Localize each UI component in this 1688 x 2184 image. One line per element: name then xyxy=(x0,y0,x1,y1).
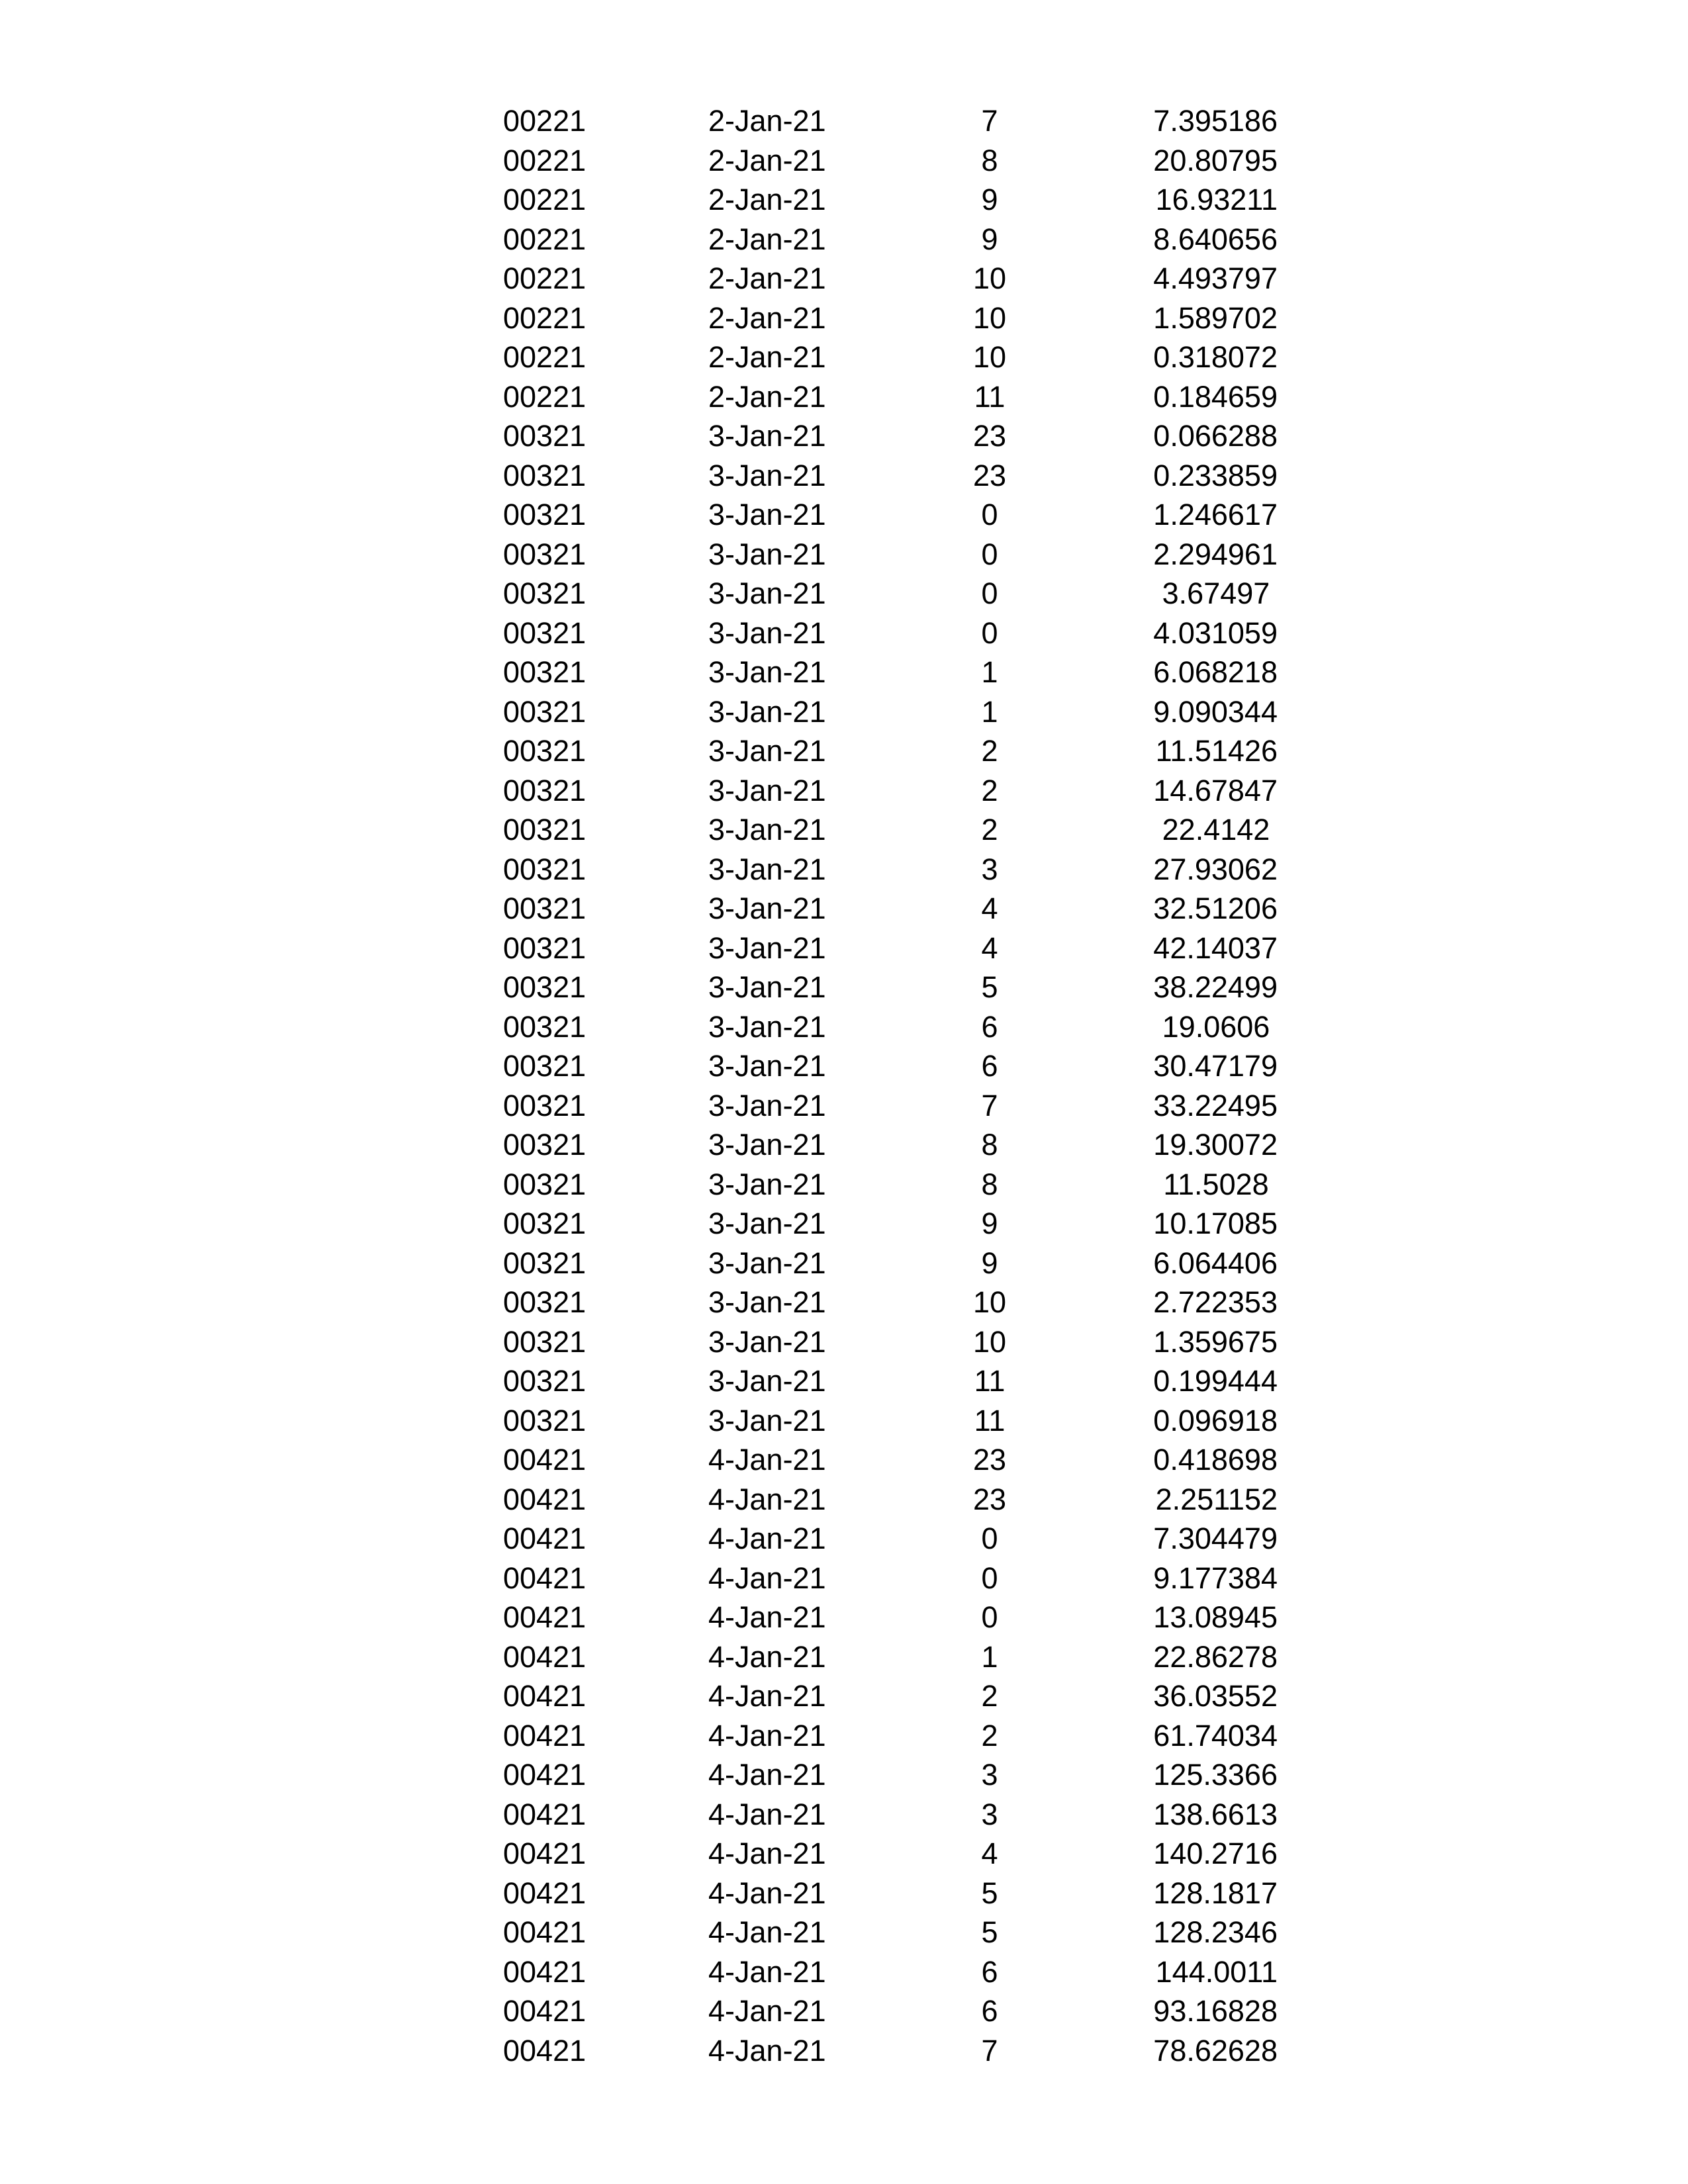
row-id-cell: 00321 xyxy=(503,1285,586,1319)
row-date-cell: 3-Jan-21 xyxy=(708,891,826,925)
row-date-cell: 4-Jan-21 xyxy=(708,1639,826,1674)
table-row xyxy=(0,850,1688,889)
table-row xyxy=(0,1401,1688,1441)
row-hour-cell: 2 xyxy=(981,1718,998,1752)
row-value-cell: 30.47179 xyxy=(1153,1049,1278,1083)
row-id-cell: 00321 xyxy=(503,1009,586,1044)
row-hour-cell: 4 xyxy=(981,1837,998,1870)
row-value-cell: 16.93211 xyxy=(1155,183,1278,216)
row-value-cell: 2.294961 xyxy=(1153,537,1278,571)
table-row xyxy=(0,141,1688,181)
row-hour-cell: 2 xyxy=(981,734,998,768)
row-value-cell: 22.86278 xyxy=(1153,1639,1278,1674)
table-row xyxy=(0,1834,1688,1874)
row-id-cell: 00321 xyxy=(503,537,586,571)
row-hour-cell: 23 xyxy=(972,419,1007,453)
row-hour-cell: 0 xyxy=(981,1561,998,1595)
row-value-cell: 0.418698 xyxy=(1153,1443,1278,1477)
row-id-cell: 00321 xyxy=(503,1206,586,1240)
row-value-cell: 2.251152 xyxy=(1155,1482,1278,1516)
row-value-cell: 144.0011 xyxy=(1155,1954,1278,1989)
row-value-cell: 13.08945 xyxy=(1153,1600,1278,1634)
row-hour-cell: 10 xyxy=(972,300,1007,335)
row-hour-cell: 0 xyxy=(981,576,998,610)
row-id-cell: 00321 xyxy=(503,655,586,689)
table-row xyxy=(0,771,1688,811)
table-row xyxy=(0,1046,1688,1086)
table-row xyxy=(0,1991,1688,2031)
row-date-cell: 3-Jan-21 xyxy=(708,773,826,807)
row-date-cell: 3-Jan-21 xyxy=(708,1088,826,1122)
row-id-cell: 00221 xyxy=(503,379,586,414)
row-hour-cell: 2 xyxy=(981,773,998,807)
row-date-cell: 4-Jan-21 xyxy=(708,1797,826,1831)
row-value-cell: 2.722353 xyxy=(1153,1285,1278,1319)
row-value-cell: 7.304479 xyxy=(1153,1522,1278,1555)
table-row xyxy=(0,1086,1688,1126)
row-date-cell: 3-Jan-21 xyxy=(708,419,826,453)
row-id-cell: 00321 xyxy=(503,1246,586,1280)
row-date-cell: 4-Jan-21 xyxy=(708,1758,826,1792)
row-date-cell: 2-Jan-21 xyxy=(708,222,826,256)
row-id-cell: 00421 xyxy=(503,1561,586,1595)
row-hour-cell: 9 xyxy=(981,1206,998,1240)
row-id-cell: 00421 xyxy=(503,1639,586,1674)
table-row xyxy=(0,1519,1688,1559)
row-id-cell: 00421 xyxy=(503,1876,586,1910)
table-row xyxy=(0,1322,1688,1362)
table-row xyxy=(0,574,1688,614)
row-hour-cell: 11 xyxy=(974,1364,1006,1398)
row-id-cell: 00321 xyxy=(503,970,586,1004)
table-row xyxy=(0,259,1688,298)
row-hour-cell: 1 xyxy=(981,694,998,729)
table-row xyxy=(0,456,1688,496)
row-id-cell: 00421 xyxy=(503,2033,586,2068)
row-hour-cell: 6 xyxy=(981,1009,998,1044)
table-row xyxy=(0,1716,1688,1756)
row-hour-cell: 23 xyxy=(972,458,1007,492)
table-row xyxy=(0,220,1688,259)
row-value-cell: 125.3366 xyxy=(1153,1758,1278,1792)
table-row xyxy=(0,929,1688,968)
row-id-cell: 00321 xyxy=(503,1324,586,1359)
row-id-cell: 00321 xyxy=(503,891,586,925)
table-row xyxy=(0,653,1688,692)
row-id-cell: 00321 xyxy=(503,1128,586,1161)
table-row xyxy=(0,2031,1688,2071)
row-hour-cell: 11 xyxy=(974,379,1006,414)
table-row xyxy=(0,1440,1688,1480)
row-date-cell: 3-Jan-21 xyxy=(708,576,826,610)
table-row xyxy=(0,377,1688,417)
row-id-cell: 00321 xyxy=(503,1403,586,1437)
row-value-cell: 0.199444 xyxy=(1153,1364,1278,1398)
table-row xyxy=(0,1165,1688,1205)
row-id-cell: 00321 xyxy=(503,498,586,531)
table-row xyxy=(0,1598,1688,1637)
row-value-cell: 6.068218 xyxy=(1153,655,1278,689)
table-row xyxy=(0,810,1688,850)
row-id-cell: 00221 xyxy=(503,222,586,256)
table-row xyxy=(0,1676,1688,1716)
row-date-cell: 3-Jan-21 xyxy=(708,813,826,846)
row-hour-cell: 10 xyxy=(972,1285,1007,1319)
row-value-cell: 1.359675 xyxy=(1153,1324,1278,1359)
row-date-cell: 4-Jan-21 xyxy=(708,1522,826,1555)
row-hour-cell: 8 xyxy=(981,143,998,177)
row-value-cell: 78.62628 xyxy=(1153,2033,1278,2068)
row-value-cell: 42.14037 xyxy=(1153,931,1278,965)
row-value-cell: 140.2716 xyxy=(1153,1837,1278,1870)
row-value-cell: 8.640656 xyxy=(1153,222,1278,256)
row-date-cell: 3-Jan-21 xyxy=(708,852,826,886)
table-row xyxy=(0,968,1688,1007)
row-id-cell: 00421 xyxy=(503,1837,586,1870)
row-hour-cell: 9 xyxy=(981,1246,998,1280)
row-hour-cell: 0 xyxy=(981,615,998,650)
row-hour-cell: 9 xyxy=(981,222,998,256)
row-hour-cell: 5 xyxy=(981,1915,998,1949)
row-hour-cell: 2 xyxy=(981,1679,998,1713)
table-row xyxy=(0,1874,1688,1913)
row-date-cell: 4-Jan-21 xyxy=(708,1443,826,1477)
row-date-cell: 4-Jan-21 xyxy=(708,1837,826,1870)
table-row xyxy=(0,1204,1688,1244)
table-row xyxy=(0,180,1688,220)
row-date-cell: 3-Jan-21 xyxy=(708,1167,826,1201)
row-date-cell: 3-Jan-21 xyxy=(708,615,826,650)
row-value-cell: 9.177384 xyxy=(1153,1561,1278,1595)
table-row xyxy=(0,101,1688,141)
table-row xyxy=(0,1795,1688,1835)
row-date-cell: 2-Jan-21 xyxy=(708,340,826,374)
row-date-cell: 4-Jan-21 xyxy=(708,2033,826,2068)
row-value-cell: 4.031059 xyxy=(1153,615,1278,650)
table-row xyxy=(0,1361,1688,1401)
table-row xyxy=(0,535,1688,574)
row-id-cell: 00221 xyxy=(503,143,586,177)
row-date-cell: 3-Jan-21 xyxy=(708,537,826,571)
row-value-cell: 128.1817 xyxy=(1153,1876,1278,1910)
row-id-cell: 00421 xyxy=(503,1443,586,1477)
table-row xyxy=(0,1480,1688,1520)
table-row xyxy=(0,1913,1688,1952)
row-date-cell: 3-Jan-21 xyxy=(708,655,826,689)
row-value-cell: 0.233859 xyxy=(1153,458,1278,492)
row-hour-cell: 3 xyxy=(981,1797,998,1831)
row-value-cell: 3.67497 xyxy=(1162,576,1270,610)
row-hour-cell: 0 xyxy=(981,537,998,571)
row-date-cell: 3-Jan-21 xyxy=(708,931,826,965)
table-row xyxy=(0,731,1688,771)
row-hour-cell: 4 xyxy=(981,931,998,965)
row-hour-cell: 3 xyxy=(981,1758,998,1792)
table-row xyxy=(0,889,1688,929)
table-row xyxy=(0,416,1688,456)
row-date-cell: 3-Jan-21 xyxy=(708,734,826,768)
row-hour-cell: 0 xyxy=(981,1600,998,1634)
row-date-cell: 4-Jan-21 xyxy=(708,1718,826,1752)
row-hour-cell: 7 xyxy=(981,104,998,138)
row-id-cell: 00221 xyxy=(503,340,586,374)
row-date-cell: 3-Jan-21 xyxy=(708,1128,826,1161)
row-date-cell: 3-Jan-21 xyxy=(708,694,826,729)
row-hour-cell: 10 xyxy=(972,261,1007,295)
row-hour-cell: 6 xyxy=(981,1994,998,2028)
row-value-cell: 7.395186 xyxy=(1153,104,1278,138)
row-value-cell: 19.30072 xyxy=(1153,1128,1278,1161)
row-date-cell: 4-Jan-21 xyxy=(708,1954,826,1989)
row-id-cell: 00321 xyxy=(503,773,586,807)
row-value-cell: 36.03552 xyxy=(1153,1679,1278,1713)
row-date-cell: 3-Jan-21 xyxy=(708,498,826,531)
row-id-cell: 00421 xyxy=(503,1522,586,1555)
row-hour-cell: 9 xyxy=(981,183,998,216)
row-value-cell: 128.2346 xyxy=(1153,1915,1278,1949)
row-id-cell: 00221 xyxy=(503,104,586,138)
table-row xyxy=(0,338,1688,377)
row-date-cell: 4-Jan-21 xyxy=(708,1679,826,1713)
row-hour-cell: 0 xyxy=(981,1522,998,1555)
row-date-cell: 2-Jan-21 xyxy=(708,300,826,335)
row-date-cell: 3-Jan-21 xyxy=(708,458,826,492)
row-date-cell: 3-Jan-21 xyxy=(708,1364,826,1398)
row-date-cell: 2-Jan-21 xyxy=(708,379,826,414)
row-id-cell: 00321 xyxy=(503,852,586,886)
table-row xyxy=(0,614,1688,653)
row-date-cell: 3-Jan-21 xyxy=(708,1206,826,1240)
row-value-cell: 10.17085 xyxy=(1153,1206,1278,1240)
row-id-cell: 00321 xyxy=(503,615,586,650)
row-hour-cell: 11 xyxy=(974,1403,1006,1437)
row-id-cell: 00321 xyxy=(503,419,586,453)
table-row xyxy=(0,298,1688,338)
row-value-cell: 27.93062 xyxy=(1153,852,1278,886)
row-date-cell: 4-Jan-21 xyxy=(708,1876,826,1910)
row-date-cell: 4-Jan-21 xyxy=(708,1915,826,1949)
row-id-cell: 00421 xyxy=(503,1915,586,1949)
table-row xyxy=(0,495,1688,535)
row-date-cell: 2-Jan-21 xyxy=(708,183,826,216)
row-hour-cell: 2 xyxy=(981,813,998,846)
row-hour-cell: 10 xyxy=(972,340,1007,374)
row-date-cell: 3-Jan-21 xyxy=(708,1324,826,1359)
row-value-cell: 22.4142 xyxy=(1162,813,1270,846)
table-row xyxy=(0,1952,1688,1992)
row-date-cell: 3-Jan-21 xyxy=(708,1285,826,1319)
row-hour-cell: 0 xyxy=(981,498,998,531)
row-hour-cell: 8 xyxy=(981,1167,998,1201)
table-row xyxy=(0,1637,1688,1677)
table-row xyxy=(0,1559,1688,1598)
row-id-cell: 00421 xyxy=(503,1758,586,1792)
row-value-cell: 19.0606 xyxy=(1162,1009,1270,1044)
row-hour-cell: 1 xyxy=(981,655,998,689)
row-date-cell: 3-Jan-21 xyxy=(708,1009,826,1044)
row-id-cell: 00321 xyxy=(503,931,586,965)
row-id-cell: 00221 xyxy=(503,300,586,335)
row-id-cell: 00421 xyxy=(503,1600,586,1634)
row-value-cell: 138.6613 xyxy=(1153,1797,1278,1831)
row-hour-cell: 10 xyxy=(972,1324,1007,1359)
row-value-cell: 61.74034 xyxy=(1153,1718,1278,1752)
row-hour-cell: 6 xyxy=(981,1049,998,1083)
row-date-cell: 3-Jan-21 xyxy=(708,1246,826,1280)
row-hour-cell: 7 xyxy=(981,1088,998,1122)
row-value-cell: 20.80795 xyxy=(1153,143,1278,177)
row-value-cell: 9.090344 xyxy=(1153,694,1278,729)
row-hour-cell: 23 xyxy=(972,1443,1007,1477)
row-id-cell: 00421 xyxy=(503,1994,586,2028)
row-hour-cell: 3 xyxy=(981,852,998,886)
row-id-cell: 00421 xyxy=(503,1718,586,1752)
row-value-cell: 1.589702 xyxy=(1153,300,1278,335)
row-date-cell: 4-Jan-21 xyxy=(708,1600,826,1634)
row-value-cell: 11.5028 xyxy=(1163,1167,1269,1201)
row-id-cell: 00321 xyxy=(503,1364,586,1398)
row-id-cell: 00421 xyxy=(503,1954,586,1989)
row-id-cell: 00321 xyxy=(503,813,586,846)
row-date-cell: 2-Jan-21 xyxy=(708,261,826,295)
row-hour-cell: 5 xyxy=(981,970,998,1004)
row-date-cell: 4-Jan-21 xyxy=(708,1561,826,1595)
row-id-cell: 00421 xyxy=(503,1797,586,1831)
row-id-cell: 00321 xyxy=(503,1167,586,1201)
row-date-cell: 3-Jan-21 xyxy=(708,1049,826,1083)
row-hour-cell: 1 xyxy=(981,1639,998,1674)
row-value-cell: 4.493797 xyxy=(1153,261,1278,295)
row-value-cell: 93.16828 xyxy=(1153,1994,1278,2028)
table-row xyxy=(0,1007,1688,1047)
row-hour-cell: 8 xyxy=(981,1128,998,1161)
row-date-cell: 4-Jan-21 xyxy=(708,1994,826,2028)
table-row xyxy=(0,692,1688,732)
row-hour-cell: 23 xyxy=(972,1482,1007,1516)
row-date-cell: 2-Jan-21 xyxy=(708,104,826,138)
row-id-cell: 00221 xyxy=(503,261,586,295)
row-id-cell: 00321 xyxy=(503,1088,586,1122)
table-row xyxy=(0,1125,1688,1165)
row-value-cell: 0.318072 xyxy=(1153,340,1278,374)
row-id-cell: 00321 xyxy=(503,734,586,768)
data-table xyxy=(0,101,1688,2070)
row-value-cell: 14.67847 xyxy=(1153,773,1278,807)
row-value-cell: 0.066288 xyxy=(1153,419,1278,453)
row-id-cell: 00321 xyxy=(503,694,586,729)
row-value-cell: 0.184659 xyxy=(1153,379,1278,414)
row-id-cell: 00321 xyxy=(503,1049,586,1083)
row-hour-cell: 6 xyxy=(981,1954,998,1989)
row-value-cell: 38.22499 xyxy=(1153,970,1278,1004)
table-row xyxy=(0,1244,1688,1283)
table-row xyxy=(0,1755,1688,1795)
row-id-cell: 00421 xyxy=(503,1679,586,1713)
row-id-cell: 00421 xyxy=(503,1482,586,1516)
row-value-cell: 0.096918 xyxy=(1153,1403,1278,1437)
row-value-cell: 11.51426 xyxy=(1155,734,1278,768)
row-id-cell: 00321 xyxy=(503,576,586,610)
row-date-cell: 4-Jan-21 xyxy=(708,1482,826,1516)
row-date-cell: 3-Jan-21 xyxy=(708,1403,826,1437)
row-date-cell: 3-Jan-21 xyxy=(708,970,826,1004)
row-value-cell: 1.246617 xyxy=(1153,498,1278,531)
row-hour-cell: 4 xyxy=(981,891,998,925)
table-row xyxy=(0,1283,1688,1322)
row-value-cell: 32.51206 xyxy=(1153,891,1278,925)
row-id-cell: 00221 xyxy=(503,183,586,216)
row-hour-cell: 7 xyxy=(981,2033,998,2068)
row-value-cell: 6.064406 xyxy=(1153,1246,1278,1280)
row-id-cell: 00321 xyxy=(503,458,586,492)
row-hour-cell: 5 xyxy=(981,1876,998,1910)
row-value-cell: 33.22495 xyxy=(1153,1088,1278,1122)
row-date-cell: 2-Jan-21 xyxy=(708,143,826,177)
